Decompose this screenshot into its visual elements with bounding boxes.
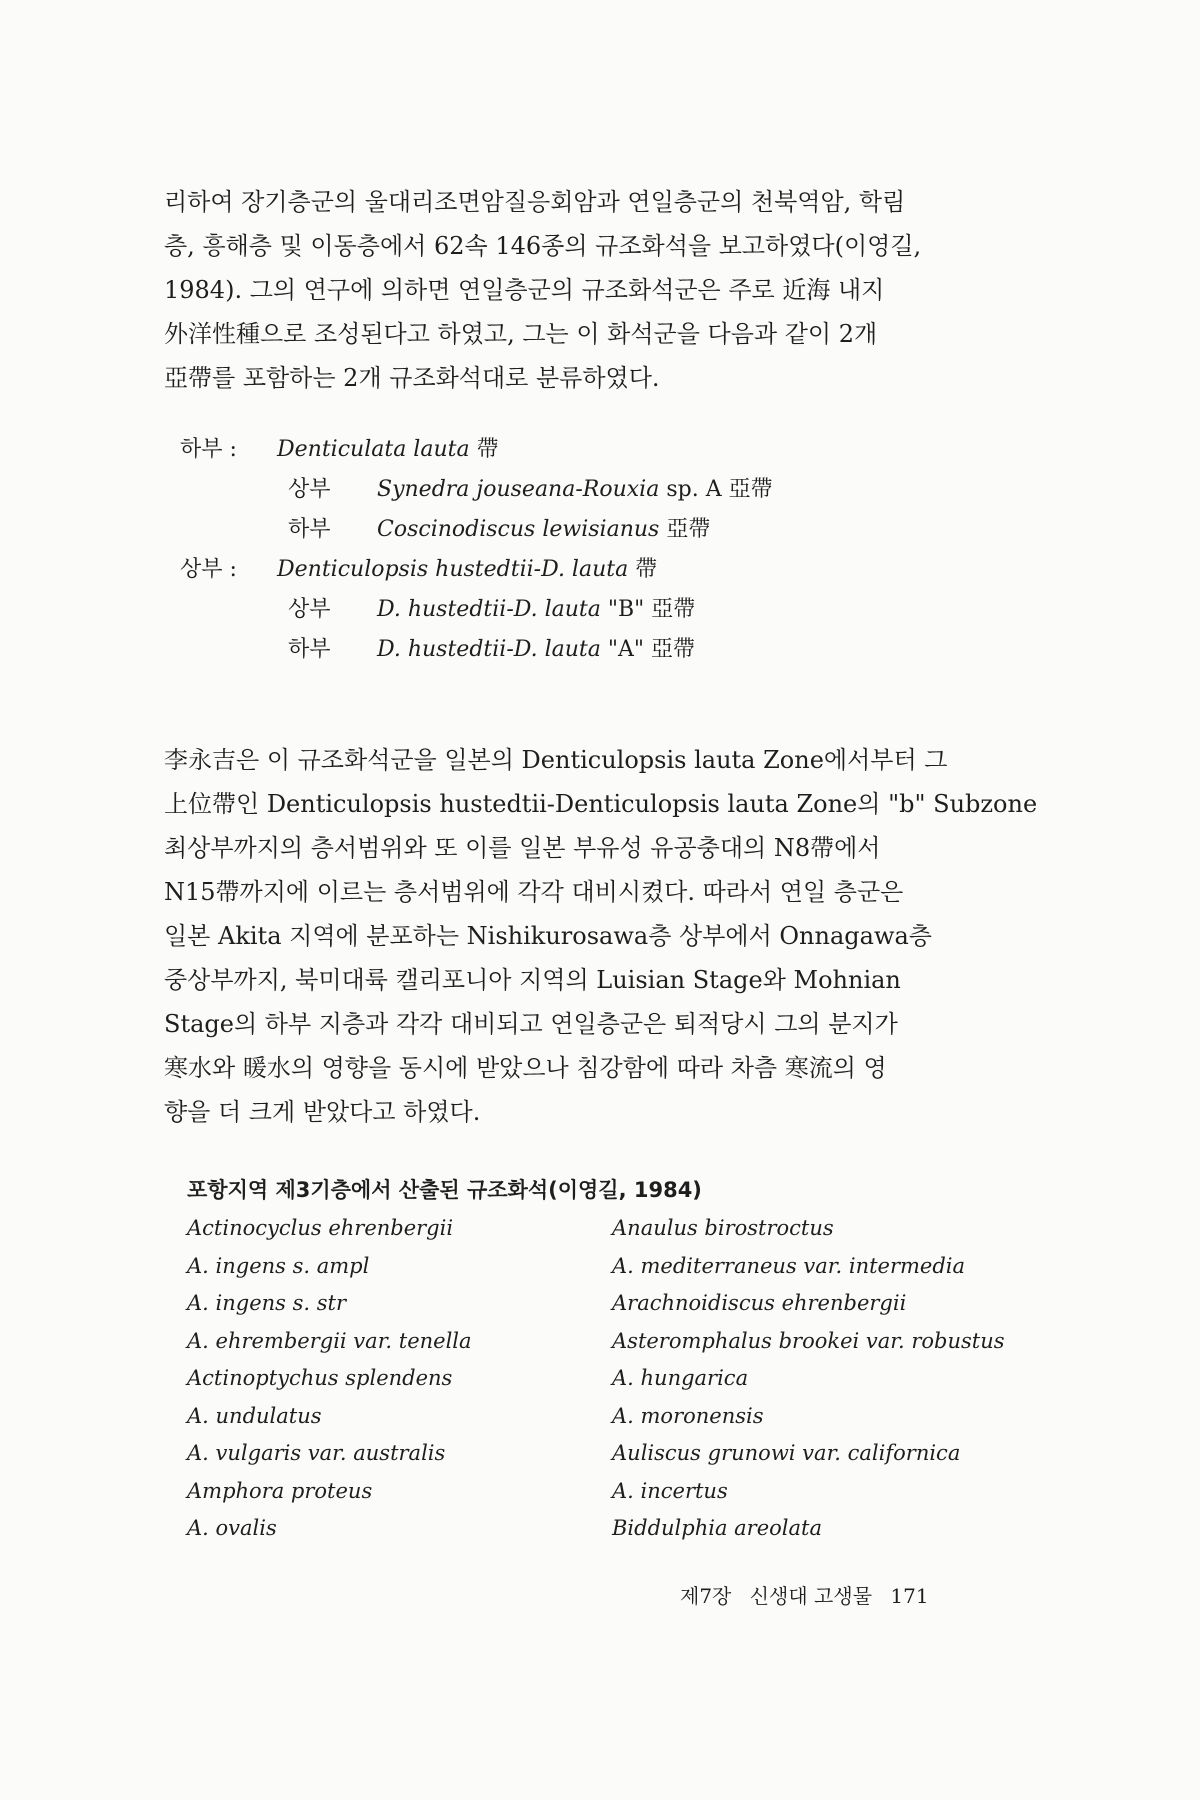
subzone-row xyxy=(180,630,773,670)
zone-row xyxy=(180,550,773,590)
subzone-suffix: sp. A 亞帶 xyxy=(666,477,773,502)
intro-paragraph xyxy=(164,180,1034,400)
zone-label: 상부 : xyxy=(180,557,237,582)
taxon-item: A. ehrembergii var. tenella xyxy=(187,1328,472,1353)
taxon-item: A. mediterraneus var. intermedia xyxy=(612,1253,966,1278)
conclusion-line: N15帶까지에 이르는 층서범위에 각각 대비시켰다. 따라서 연일 층군은 xyxy=(164,878,904,906)
taxon-item: Actinocyclus ehrenbergii xyxy=(187,1216,454,1240)
taxon-item: Biddulphia areolata xyxy=(612,1516,822,1540)
diatom-zone-list xyxy=(180,430,773,670)
subzone-label: 상부 xyxy=(288,597,331,622)
subzone-name: D. hustedtii-D. lauta xyxy=(377,597,601,622)
subzone-row xyxy=(180,470,773,510)
intro-line: 亞帶를 포함하는 2개 규조화석대로 분류하였다. xyxy=(164,364,660,392)
intro-line: 外洋性種으로 조성된다고 하였고, 그는 이 화석군을 다음과 같이 2개 xyxy=(164,320,878,348)
conclusion-line: 최상부까지의 층서범위와 또 이를 일본 부유성 유공충대의 N8帶에서 xyxy=(164,834,881,862)
subzone-suffix: "A" 亞帶 xyxy=(607,637,696,662)
subzone-row xyxy=(180,590,773,630)
taxon-item: A. hungarica xyxy=(612,1366,749,1390)
zone-name: Denticulata lauta xyxy=(277,437,470,462)
subzone-row xyxy=(180,510,773,550)
conclusion-line: 일본 Akita 지역에 분포하는 Nishikurosawa층 상부에서 Onnagawa층 xyxy=(164,922,932,950)
conclusion-line: 중상부까지, 북미대륙 캘리포니아 지역의 Luisian Stage와 Mohnian xyxy=(164,966,901,994)
chapter-number: 제7장 xyxy=(680,1584,732,1608)
page-number: 171 xyxy=(890,1584,929,1608)
zone-suffix: 帶 xyxy=(635,557,658,582)
diatom-species-table xyxy=(187,1170,1037,1548)
conclusion-line: Stage의 하부 지층과 각각 대비되고 연일층군은 퇴적당시 그의 분지가 xyxy=(164,1010,898,1038)
taxon-item: Actinoptychus splendens xyxy=(187,1366,453,1390)
taxon-item: A. ingens s. str xyxy=(187,1291,346,1315)
taxon-item: A. ingens s. ampl xyxy=(187,1253,370,1278)
taxon-item: Arachnoidiscus ehrenbergii xyxy=(612,1291,907,1315)
taxon-item: Anaulus birostroctus xyxy=(612,1216,834,1240)
taxon-item: A. vulgaris var. australis xyxy=(187,1441,446,1465)
subzone-name: D. hustedtii-D. lauta xyxy=(377,637,601,662)
taxon-item: A. undulatus xyxy=(187,1403,322,1428)
zone-row xyxy=(180,430,773,470)
taxon-item: Auliscus grunowi var. californica xyxy=(612,1441,961,1465)
subzone-suffix: "B" 亞帶 xyxy=(607,597,696,622)
conclusion-line: 향을 더 크게 받았다고 하였다. xyxy=(164,1098,481,1126)
conclusion-paragraph xyxy=(164,738,1038,1134)
chapter-title: 신생대 고생물 xyxy=(749,1584,873,1608)
taxon-item: A. moronensis xyxy=(612,1403,764,1428)
subzone-label: 하부 xyxy=(288,637,331,662)
conclusion-line: 李永吉은 이 규조화석군을 일본의 Denticulopsis lauta Zone에서부터 그 xyxy=(164,746,948,774)
subzone-name: Coscinodiscus lewisianus xyxy=(377,517,660,542)
taxa-right-column xyxy=(612,1210,1037,1548)
taxon-item: Asteromphalus brookei var. robustus xyxy=(612,1328,1005,1353)
page-footer xyxy=(680,1580,941,1609)
conclusion-line: 寒水와 暖水의 영향을 동시에 받았으나 침강함에 따라 차츰 寒流의 영 xyxy=(164,1054,887,1082)
subzone-label: 상부 xyxy=(288,477,331,502)
zone-suffix: 帶 xyxy=(476,437,499,462)
intro-line: 층, 흥해층 및 이동층에서 62속 146종의 규조화석을 보고하였다(이영길, xyxy=(164,232,922,260)
zone-label: 하부 : xyxy=(180,437,237,462)
intro-line: 1984). 그의 연구에 의하면 연일층군의 규조화석군은 주로 近海 내지 xyxy=(164,276,885,304)
table-title: 포항지역 제3기층에서 산출된 규조화석(이영길, 1984) xyxy=(187,1178,702,1202)
taxon-item: Amphora proteus xyxy=(187,1478,373,1503)
intro-line: 리하여 장기층군의 울대리조면암질응회암과 연일층군의 천북역암, 학림 xyxy=(164,188,906,216)
subzone-name: Synedra jouseana-Rouxia xyxy=(377,477,660,502)
subzone-label: 하부 xyxy=(288,517,331,542)
taxa-left-column xyxy=(187,1210,612,1548)
subzone-suffix: 亞帶 xyxy=(666,517,711,542)
zone-name: Denticulopsis hustedtii-D. lauta xyxy=(277,557,629,582)
taxon-item: A. ovalis xyxy=(187,1516,277,1540)
conclusion-line: 上位帶인 Denticulopsis hustedtii-Denticulopsis lauta Zone의 "b" Subzone xyxy=(164,790,1038,818)
taxon-item: A. incertus xyxy=(612,1478,728,1503)
taxa-columns xyxy=(187,1210,1037,1548)
